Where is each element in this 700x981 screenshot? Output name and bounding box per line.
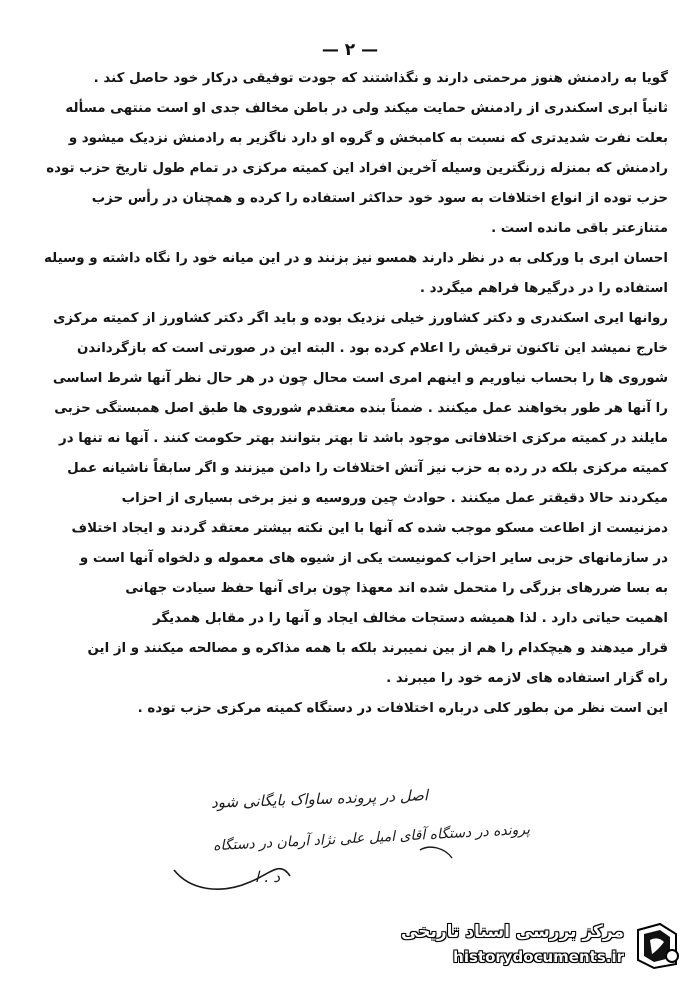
handwritten-note-1: اصل در پرونده ساواک بایگانی شود [210, 786, 429, 812]
body-line: متنازعتر باقی مانده است . [491, 221, 668, 236]
handwritten-initials: د . ا [254, 868, 280, 886]
archive-watermark [382, 918, 682, 974]
handwritten-note-2: پرونده در دستگاه آقای امیل علی نژاد آرمان در دستگاه [212, 821, 531, 855]
watermark-url: historydocuments.ir [453, 948, 624, 966]
body-line: گویا به رادمنش هنوز مرحمتی دارند و نگذاشتند که جودت توفیقی درکار خود حاصل کند . [93, 71, 668, 86]
body-line: قرار میدهند و هیچکدام را هم از بین نمیبرند بلکه با همه مذاکره و مصالحه میکنند و از این [87, 641, 668, 656]
body-line: روانها ایری اسکندری و دکتر کشاورز خیلی نزدیک بوده و باید اگر دکتر کشاورز از کمیته مرکزی [53, 311, 668, 326]
body-line: کمیته مرکزی بلکه در رده به حزب نیز آتش اختلافات را دامن میزنند و اگر سابقاً ناشیانه عمل [67, 461, 668, 476]
body-line: راه گزار استفاده های لازمه خود را میبرند . [386, 671, 668, 686]
handwriting-scribble [170, 840, 470, 900]
body-line: مایلند در کمیته مرکزی اختلافاتی موجود باشد تا بهتر بتوانند بهتر حکومت کنند . آنها نه تنها در [59, 431, 668, 446]
document-body [40, 64, 668, 724]
body-line: را آنها هر طور بخواهند عمل میکنند . ضمناً بنده معتقدم شوروی ها طبق اصل همبستگی حزبی [54, 401, 668, 416]
body-line: اهمیت حیاتی دارد . لذا همیشه دستجات مخالف ایجاد و آنها را در مقابل همدیگر [153, 611, 668, 626]
body-line: در سازمانهای حزبی سایر احزاب کمونیست یکی از شیوه های معموله و دلخواه آنها است و [79, 551, 668, 566]
page-number: — ٢ — [321, 40, 379, 60]
body-line: رادمنش که بمنزله زرنگترین وسیله آخرین افراد این کمیته مرکزی در تمام طول تاریخ حزب توده [46, 161, 668, 176]
body-line: احسان ابری با ورکلی به در نظر دارند همسو نیز بزنند و در این میانه خود را نگاه داشته و وسیله [44, 251, 668, 266]
body-line: استفاده را در درگیرها فراهم میگردد . [419, 281, 668, 296]
body-line: بعلت نفرت شدیدتری که نسبت به کامبخش و گروه او دارد ناگزیر به رادمنش نزدیک میشود و [68, 131, 668, 146]
body-line: میکردند حالا دقیقتر عمل میکنند . حوادث چین وروسیه و نیز برخی بسیاری از احزاب [121, 491, 668, 506]
watermark-title: مرکز بررسی اسناد تاریخی [401, 922, 624, 942]
body-line: خارج نمیشد این تاکنون ترقیش را اعلام کرده بود . البته این در صورتی است که بازگرداندن [77, 341, 668, 356]
book-seal-icon [632, 920, 682, 970]
body-line: دمزنیست از اطاعت مسکو موجب شده که آنها با این نکته بیشتر معتقد گردند و ایجاد اختلاف [71, 521, 668, 536]
body-line: شوروی ها را بحساب نیاوریم و اینهم امری است محال چون در هر حال نظر آنها شرط اساسی [52, 371, 668, 386]
body-line: به بسا ضررهای بزرگی را متحمل شده اند معهذا چون برای آنها حفظ سیادت جهانی [125, 581, 668, 596]
body-line: حزب توده از انواع اختلافات به سود خود حداکثر استفاده را کرده و همچنان در رأس حزب [91, 191, 668, 206]
body-line: این است نظر من بطور کلی درباره اختلافات در دستگاه کمیته مرکزی حزب توده . [137, 701, 668, 716]
body-line: ثانیاً ابری اسکندری از رادمنش حمایت میکند ولی در باطن مخالف جدی او است منتهی مسأله [65, 101, 668, 116]
